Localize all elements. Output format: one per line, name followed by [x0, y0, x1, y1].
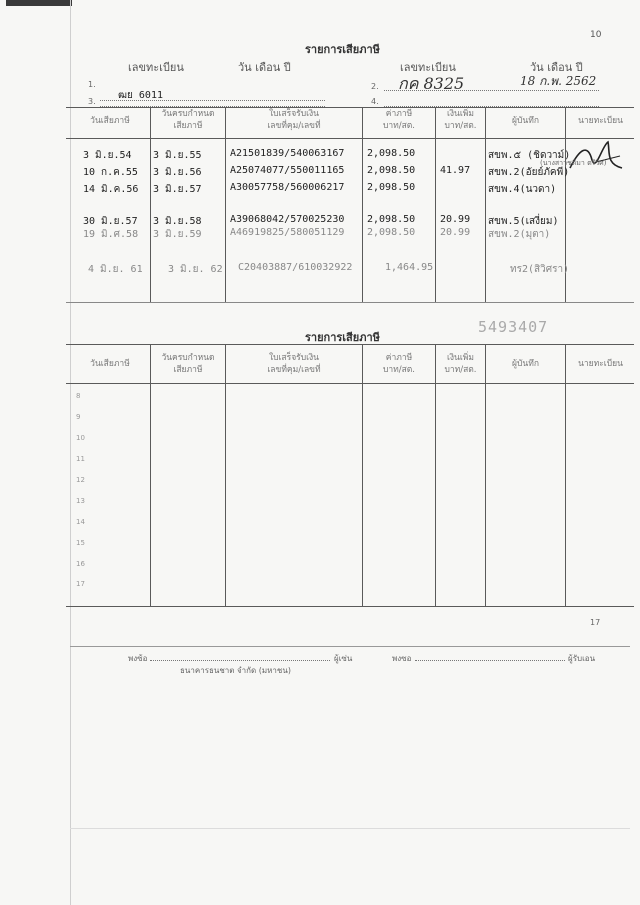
col-recorder: ผู้บันทึก	[512, 116, 539, 126]
row-number: 17	[76, 580, 85, 588]
reg-row-2-line	[384, 90, 599, 91]
row-number: 11	[76, 455, 85, 463]
reg-row-1-line	[100, 100, 325, 101]
pay-to-label: พงซ้อ	[128, 654, 148, 663]
reg-row-3-no: 3.	[88, 97, 96, 106]
page-number: 10	[590, 30, 602, 40]
reg-header-left: เลขทะเบียน	[128, 61, 184, 74]
row-tax: 2,098.50	[367, 182, 416, 193]
row-number: 9	[76, 413, 81, 421]
row-receipt: A39068042/570025230	[230, 214, 345, 225]
row-number: 8	[76, 392, 81, 400]
row-recorder: สขพ.2(อัยย์ภัคพี)	[488, 167, 570, 178]
col-tax: ค่าภาษี บาท/สต.	[382, 109, 416, 131]
pay-to2-label: พงซอ	[392, 654, 412, 663]
row-tax: 2,098.50	[367, 227, 416, 238]
col-extra: เงินเพิ่ม บาท/สต.	[444, 109, 477, 131]
row-receipt: A25074077/550011165	[230, 165, 345, 176]
page-ref: 17	[590, 618, 601, 627]
section2-title: รายการเสียภาษี	[305, 331, 380, 344]
row-paid: 10 ก.ค.55	[83, 167, 138, 178]
col-registrar: นายทะเบียน	[578, 359, 623, 369]
row-due: 3 มิ.ย.59	[153, 229, 202, 240]
row-due: 3 มิ.ย.58	[153, 216, 202, 227]
row-number: 10	[76, 434, 85, 442]
signature-note: (นางสาวชุติมา ตรีวิศ)	[540, 159, 607, 167]
col-tax: ค่าภาษี บาท/สต.	[382, 353, 416, 375]
row-due: 3 มิ.ย.55	[153, 150, 202, 161]
row-tax: 2,098.50	[367, 165, 416, 176]
row-paid: 30 มิ.ย.57	[83, 216, 138, 227]
col-receipt: ใบเสร็จรับเงิน เลขที่คุม/เลขที่	[267, 353, 321, 375]
row-number: 16	[76, 560, 85, 568]
margin-line	[70, 0, 71, 905]
col-due-date: วันครบกำหนด เสียภาษี	[161, 109, 215, 131]
row-receipt: A46919825/580051129	[230, 227, 345, 238]
reg-row-1-value: ฒย 6011	[118, 90, 163, 101]
footer-divider	[70, 646, 630, 647]
row-number: 12	[76, 476, 85, 484]
reg-row-2-value: กค 8325	[398, 74, 465, 93]
stamp-number: 5493407	[478, 318, 549, 336]
date-header-right: วัน เดือน ปี	[530, 61, 583, 74]
col-due-date: วันครบกำหนด เสียภาษี	[161, 353, 215, 375]
top-edge-mark	[6, 0, 72, 6]
row-tax: 2,098.50	[367, 148, 416, 159]
reg-row-2-date: 18 ก.พ. 2562	[520, 74, 597, 88]
row-due: 3 มิ.ย.56	[153, 167, 202, 178]
col-recorder: ผู้บันทึก	[512, 359, 539, 369]
row-extra: 20.99	[440, 214, 471, 225]
row-receipt: A30057758/560006217	[230, 182, 345, 193]
row-receipt: A21501839/540063167	[230, 148, 345, 159]
pay-to-line	[150, 660, 330, 661]
reg-row-1-no: 1.	[88, 80, 96, 89]
payer-label: ผู้เซ่น	[334, 654, 353, 663]
row-number: 14	[76, 518, 85, 526]
col-paid-date: วันเสียภาษี	[90, 116, 130, 126]
row-receipt: C20403887/610032922	[238, 262, 353, 273]
row-tax: 2,098.50	[367, 214, 416, 225]
receiver-label: ผู้รับเอน	[568, 654, 596, 663]
col-registrar: นายทะเบียน	[578, 116, 623, 126]
row-paid: 3 มิ.ย.54	[83, 150, 132, 161]
row-paid: 4 มิ.ย. 61	[88, 264, 143, 275]
col-receipt: ใบเสร็จรับเงิน เลขที่คุม/เลขที่	[267, 109, 321, 131]
row-extra: 20.99	[440, 227, 471, 238]
row-recorder: สขพ.๕ (ชิดวาม์)	[488, 150, 571, 161]
row-number: 13	[76, 497, 85, 505]
row-extra: 41.97	[440, 165, 471, 176]
bank-name: ธนาคารธนชาต จำกัด (มหาชน)	[180, 666, 291, 675]
row-paid: 19 มิ.ศ.58	[83, 229, 139, 240]
col-paid-date: วันเสียภาษี	[90, 359, 130, 369]
date-header-left: วัน เดือน ปี	[238, 61, 291, 74]
row-tax: 1,464.95	[385, 262, 434, 273]
col-extra: เงินเพิ่ม บาท/สต.	[444, 353, 477, 375]
row-paid: 14 มิ.ค.56	[83, 184, 139, 195]
pay-to2-line	[415, 660, 565, 661]
row-recorder: สขพ.4(นวดา)	[488, 184, 557, 195]
row-due: 3 มิ.ย.57	[153, 184, 202, 195]
reg-header-right: เลขทะเบียน	[400, 61, 456, 74]
row-number: 15	[76, 539, 85, 547]
row-recorder: สขพ.5(เสงี่ยม)	[488, 216, 559, 227]
reg-row-2-no: 2.	[371, 82, 379, 91]
bottom-rule	[70, 828, 630, 829]
row-due: 3 มิ.ย. 62	[168, 264, 223, 275]
row-recorder: สขพ.2(มุตา)	[488, 229, 551, 240]
section1-title: รายการเสียภาษี	[305, 43, 380, 56]
reg-row-4-no: 4.	[371, 97, 379, 106]
row-recorder: ทร2(สิวิศรา)	[510, 264, 570, 275]
